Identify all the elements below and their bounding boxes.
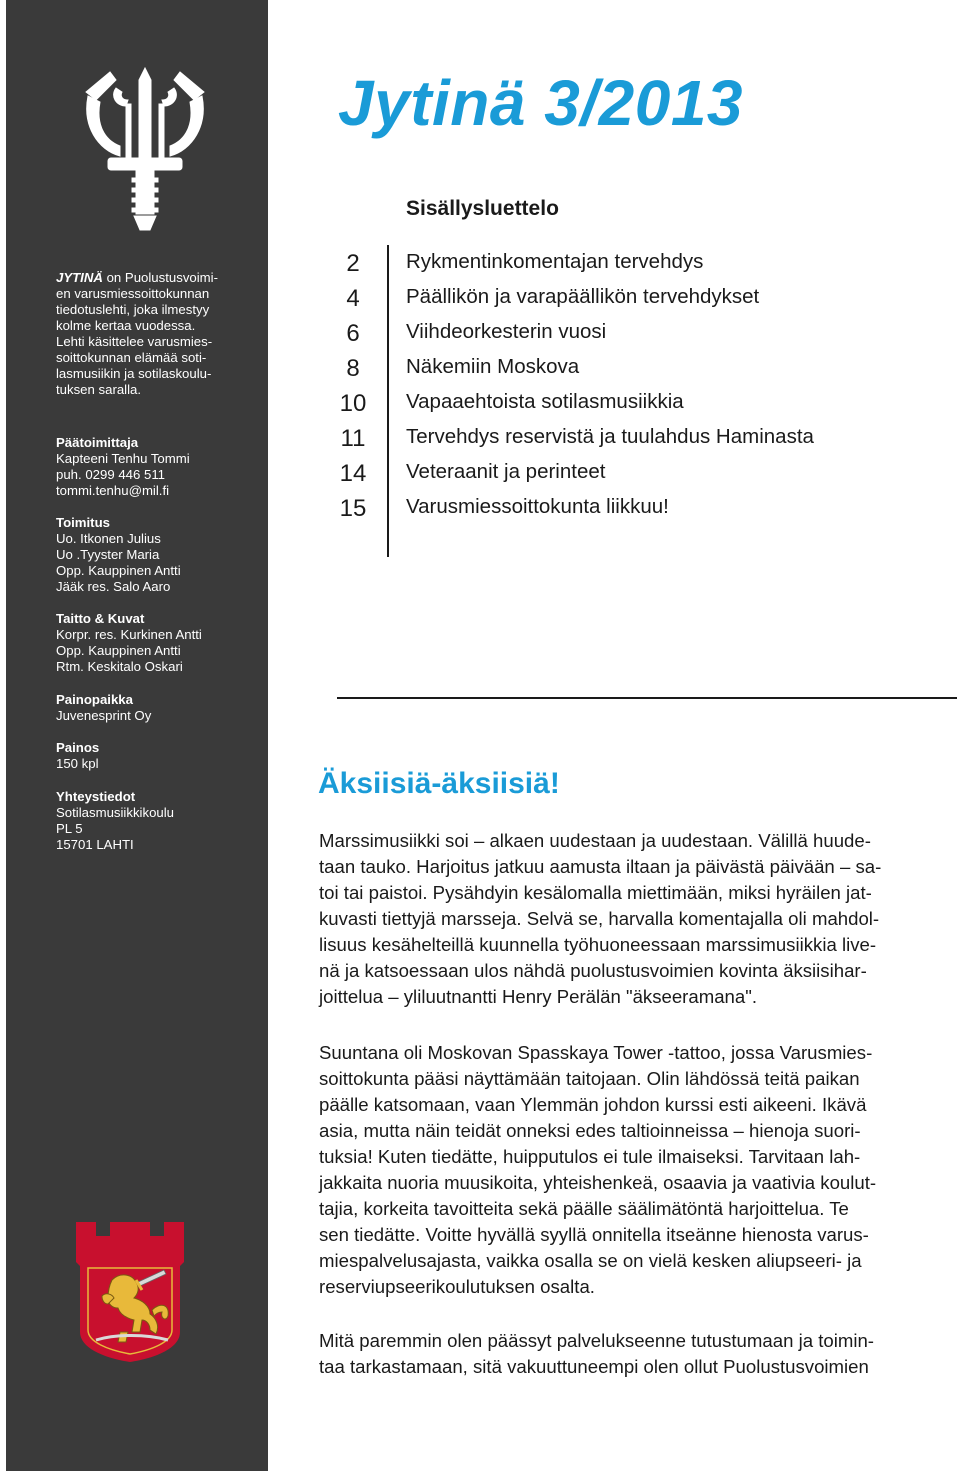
- toc-page-number: 2: [346, 250, 360, 277]
- toc-entry: Näkemiin Moskova: [406, 355, 580, 378]
- text-line: kuvasti tiettyjä marsseja. Selvä se, harvalla komentajalla oli mahdol-: [319, 908, 880, 929]
- staff-line: Uo. Itkonen Julius: [56, 531, 161, 546]
- toc-entry: Viihdeorkesterin vuosi: [406, 320, 607, 343]
- text-line: taa tarkastamaan, sitä vakuuttuneempi olen ollut Puolustusvoimien: [319, 1356, 869, 1377]
- publication-info: [56, 270, 256, 398]
- toc-entry: Veteraanit ja perinteet: [406, 460, 606, 483]
- about-line: tuksen saralla.: [56, 382, 142, 397]
- layout-photos-block: [56, 611, 256, 675]
- text-line: tajia, korkeita tavoitteita sekä päälle säälimätöntä harjoittelua. Te: [319, 1198, 849, 1219]
- toc-entry: Vapaaehtoista sotilasmusiikkia: [406, 390, 684, 413]
- text-line: Mitä paremmin olen päässyt palvelukseenne tutustumaan ja toimin-: [319, 1330, 874, 1351]
- staff-line: Opp. Kauppinen Antti: [56, 643, 181, 658]
- toc-page-number: 11: [340, 425, 366, 452]
- text-line: päälle katsomaan, vaan Ylemmän johdon kurssi esti aikeeni. Ikävä: [319, 1094, 867, 1115]
- text-line: asia, mutta näin teidät onneksi edes taltioinneissa – hienoja suori-: [319, 1120, 861, 1141]
- staff-line: 150 kpl: [56, 756, 99, 771]
- contact-block: [56, 789, 256, 853]
- article-paragraph: [319, 1328, 959, 1380]
- toc-page-number: 4: [346, 285, 360, 312]
- toc-page-number: 10: [339, 390, 367, 417]
- staff-line: Opp. Kauppinen Antti: [56, 563, 181, 578]
- text-line: lisuus kesähelteillä kuunnella työhuoneessaan marssimusiikkia live-: [319, 934, 877, 955]
- sidebar: [6, 0, 268, 1471]
- text-line: nä ja katsoessaan ulos nähdä puolustusvoimien kovinta äksiisihar-: [319, 960, 867, 981]
- staff-heading: Yhteystiedot: [56, 789, 136, 804]
- staff-heading: Painopaikka: [56, 692, 133, 707]
- text-line: miespalvelusajasta, vaikka osalla se on vielä kesken aliupseeri- ja: [319, 1250, 862, 1271]
- text-line: Suuntana oli Moskovan Spasskaya Tower -tattoo, jossa Varusmies-: [319, 1042, 873, 1063]
- staff-line: puh. 0299 446 511: [56, 467, 166, 482]
- staff-heading: Painos: [56, 740, 100, 755]
- toc-page-number: 15: [339, 495, 367, 522]
- about-line: lasmusiikin ja sotilaskoulu-: [56, 366, 212, 381]
- text-line: Marssimusiikki soi – alkaen uudestaan ja uudestaan. Välillä huude-: [319, 830, 871, 851]
- text-line: taan tauko. Harjoitus jatkuu aamusta iltaan ja päivästä päivään – sa-: [319, 856, 882, 877]
- staff-line: Kapteeni Tenhu Tommi: [56, 451, 190, 466]
- staff-line: PL 5: [56, 821, 83, 836]
- about-line: kolme kertaa vuodessa.: [56, 318, 196, 333]
- text-line: reserviupseerikoulutuksen osalta.: [319, 1276, 595, 1297]
- editorial-block: [56, 515, 256, 595]
- article-paragraph: [319, 1040, 959, 1300]
- toc-entry: Päällikön ja varapäällikön tervehdykset: [406, 285, 760, 308]
- about-line: tiedotuslehti, joka ilmestyy: [56, 302, 210, 317]
- text-line: toi tai paistoi. Pysähdyin kesälomalla miettimään, miksi hyräilen jat-: [319, 882, 872, 903]
- article-paragraph: [319, 828, 959, 1010]
- toc-page-number: 6: [346, 320, 360, 347]
- staff-line: Rtm. Keskitalo Oskari: [56, 659, 183, 674]
- toc-entry: Rykmentinkomentajan tervehdys: [406, 250, 704, 273]
- staff-heading: Toimitus: [56, 515, 110, 530]
- about-line: Lehti käsittelee varusmies-: [56, 334, 213, 349]
- text-line: soittokunta pääsi näyttämään taitojaan. Olin lähdössä teitä paikan: [319, 1068, 860, 1089]
- about-line: on Puolustusvoimi-: [106, 270, 218, 285]
- about-line: soittokunnan elämää soti-: [56, 350, 207, 365]
- staff-heading: Taitto & Kuvat: [56, 611, 145, 626]
- print-run-block: [56, 740, 256, 772]
- toc-entry: Tervehdys reservistä ja tuulahdus Haminasta: [406, 425, 814, 448]
- toc-page-number: 14: [339, 460, 367, 487]
- military-music-emblem-icon: [80, 66, 210, 234]
- editor-in-chief-block: [56, 435, 256, 499]
- staff-line: 15701 LAHTI: [56, 837, 134, 852]
- toc-entry: Varusmiessoittokunta liikkuu!: [406, 495, 669, 518]
- printer-block: [56, 692, 256, 724]
- text-line: joittelua – yliluutnantti Henry Perälän "äkseeramana".: [319, 986, 757, 1007]
- staff-line: Jääk res. Salo Aaro: [56, 579, 171, 594]
- staff-line: Korpr. res. Kurkinen Antti: [56, 627, 202, 642]
- article-title: Äksiisiä-äksiisiä!: [318, 767, 560, 800]
- staff-line: Sotilasmusiikkikoulu: [56, 805, 174, 820]
- section-divider: [337, 697, 957, 699]
- staff-line: Juvenesprint Oy: [56, 708, 152, 723]
- staff-line: Uo .Tyyster Maria: [56, 547, 160, 562]
- text-line: jakkaita nuoria muusikoita, yhteishenkeä, osaavia ja vaativia koulut-: [319, 1172, 877, 1193]
- toc-page-number: 8: [346, 355, 360, 382]
- page-title: Jytinä 3/2013: [338, 67, 743, 139]
- finnish-defence-forces-lion-crest-icon: [76, 1222, 184, 1362]
- toc-divider: [387, 245, 389, 557]
- text-line: tuksia! Kuten tiedätte, huipputulos ei tule ilmaiseksi. Tarvitaan lah-: [319, 1146, 861, 1167]
- about-line: en varusmiessoittokunnan: [56, 286, 210, 301]
- text-line: sen tiedätte. Voitte hyvällä syyllä onnitella itseänne hienosta varus-: [319, 1224, 869, 1245]
- toc-heading: Sisällysluettelo: [406, 197, 559, 220]
- staff-heading: Päätoimittaja: [56, 435, 139, 450]
- publication-name: JYTINÄ: [56, 270, 103, 285]
- staff-email: tommi.tenhu@mil.fi: [56, 483, 170, 498]
